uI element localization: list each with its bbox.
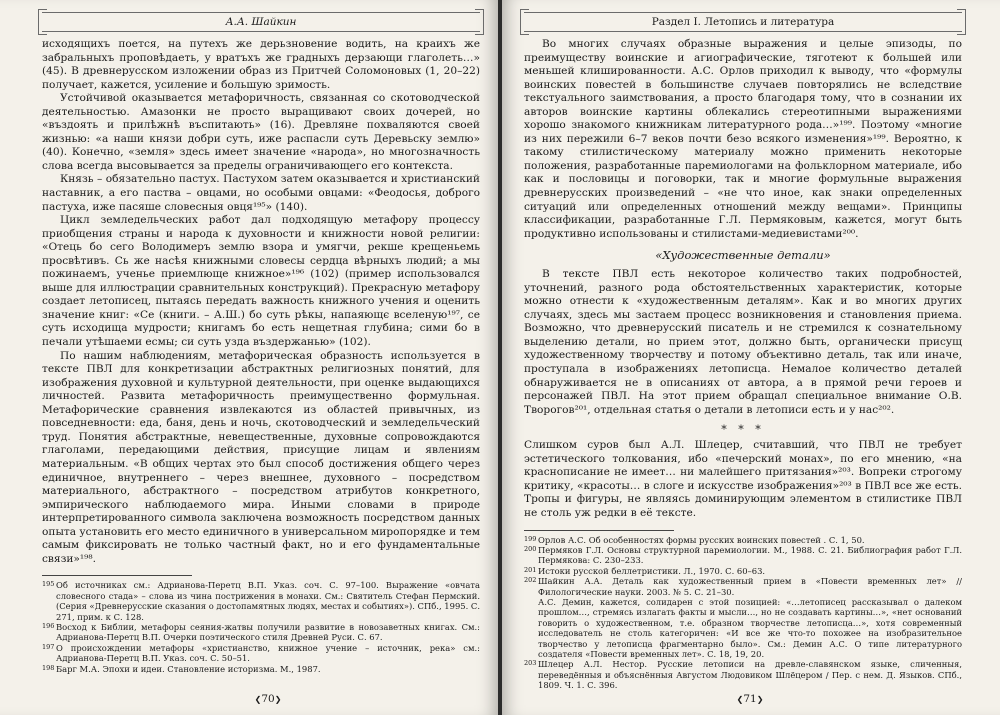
- footnote-text: Шлецер А.Л. Нестор. Русские летописи на древле-славянском языке, сличенныя, переведённыя и объяснённыя Августом Людовиком Шлёцером / Пер. с нем. Д. Языков. СПб., 1809. Ч. 1. С. 396.: [538, 659, 962, 691]
- footnotes-right: [524, 535, 962, 691]
- footnote-number: 202: [524, 576, 537, 585]
- paragraph: исходящихъ поется, на путехъ же дерьзновение водить, на краихъ же забральныхъ проповѣдаеть, у вратъхъ же градныхъ дерзающи глаголеть…» (45). В древнерусском изложении образ из Притчей Соломоновых (1, 20–22) получает, кажется, усиление и большую зримость.: [42, 38, 480, 91]
- paragraph: Князь – обязательно пастух. Пастухом затем оказывается и христианский наставник, а его паства – овцами, но особыми овцами: «Феодосья, доброго пастуха, иже пасяше словесныя овця¹⁹⁵» (140).: [42, 173, 480, 213]
- page-number: 70: [261, 693, 275, 705]
- footnote-number: 197: [42, 642, 55, 651]
- footnote: [524, 597, 962, 659]
- footnote: [42, 664, 480, 674]
- left-body: [42, 38, 480, 566]
- footnote-number: 198: [42, 663, 55, 672]
- page-number-left: [238, 693, 298, 705]
- footnote-text: Орлов А.С. Об особенностях формы русских воинских повестей . С. 1, 50.: [538, 534, 865, 545]
- footnote-rule: [42, 575, 192, 576]
- footnote-text: А.С. Демин, кажется, солидарен с этой позицией: «…летописец рассказывал о далеком прошлом…, стремясь излагать факты и мысли…, но не создавать картины…», «нет оснований говорить о художественном, т.е. образном творчестве летописца…», хотя современный исследователь не столь категоричен: «И все же что-то похожее на изобразительное творчество у летописца фрагментарно было». См.: Демин А.С. О типе литературного создателя «Повести временных лет». С. 18, 19, 20.: [538, 596, 962, 659]
- footnote: [524, 659, 962, 690]
- page-number-right: [720, 693, 780, 705]
- paragraph: Цикл земледельческих работ дал подходящую метафору процессу приобщения страны и народа к духовности и книжности новой религии: «Отець бо сего Володимеръ землю взора и умягчи, рекше крещеньемь просвѣтивъ. Сь же насѣя книжными словесы сердца вѣрныхъ людий; а мы пожинаемъ, ученье приемлюще книжное»¹⁹⁶ (102) (пример использовался выше для иллюстрации сравнительных конструкций). Прекрасную метафору создает летописец, пытаясь передать важность книжного учения и оценить значение книг: «Се (книги. – А.Ш.) бо суть рѣкы, напаяющє вселеную¹⁹⁷, се суть исходища мудрости; книгамъ бо есть нещетная глубина; сими бо в печали утѣшаеми есмы; си суть узда въздержанью» (102).: [42, 214, 480, 349]
- running-head-right: Раздел I. Летопись и литература: [524, 12, 962, 32]
- footnote-text: Барг М.А. Эпохи и идеи. Становление историзма. М., 1987.: [56, 663, 321, 674]
- folio-ornament-icon: ❯: [274, 695, 282, 704]
- footnote: [42, 643, 480, 664]
- footnote: [524, 545, 962, 566]
- footnote-text: Об источниках см.: Адрианова-Перетц В.П. Указ. соч. С. 97–100. Выражение «овчата словесного стада» – слова из чина пострижения в монахи. См.: Святитель Стефан Пермский. (Серия «Древнерусские сказания о достопамятных людях, местах и событиях»). СПб., 1995. С. 271, прим. к С. 128.: [56, 580, 480, 622]
- paragraph: По нашим наблюдениям, метафорическая образность используется в тексте ПВЛ для конкретизации абстрактных религиозных понятий, для изображения духовной и культурной деятельности, при оценке выдающихся личностей. Развита метафоричность преимущественно формульная. Метафорические сравнения извлекаются из областей привычных, из повседневности: еда, баня, день и ночь, скотоводческий и земледельческий труд. Понятия абстрактные, невещественные, духовные сопровождаются глаголами, передающими действия, присущие лицам и явлениям материальным. «В общих чертах это был способ достижения общего через единичное, внутреннего – через внешнее, духовного – посредством материального, абстрактного – посредством атрибутов конкретного, эмпирического наблюдаемого мира. Иными словами в природе интерпретированного символа заключена возможность посредством данных опыта установить его место единичного в универсальном миропорядке и тем самым фиксировать не только частный факт, но и его фундаментальные связи»¹⁹⁸.: [42, 349, 480, 565]
- footnote-text: О происхождении метафоры «христианство, книжное учение – источник, река» см.: Адрианова-Перетц В.П. Указ. соч. С. 50–51.: [56, 642, 480, 664]
- right-body: [524, 38, 962, 521]
- footnote: [524, 566, 962, 576]
- section-subheading: «Художественные детали»: [655, 248, 831, 263]
- footnote: [42, 622, 480, 643]
- footnote-number: 199: [524, 534, 537, 543]
- folio-ornament-icon: ❮: [254, 695, 262, 704]
- paragraph: В тексте ПВЛ есть некоторое количество таких подробностей, уточнений, разного рода обстоятельственных характеристик, которые можно отнести к «художественным деталям». Как и во многих других случаях, здесь мы застаем процесс возникновения и становления приема. Возможно, что древнерусский писатель и не стремился к сознательному выделению детали, но прием этот, должно быть, органически присущ художественному творчеству и потому объективно деталь, так или иначе, проступала в изображениях летописца. Немалое количество деталей обнаруживается не в описаниях от автора, а в прямой речи героев и персонажей ПВЛ. На этот прием обращал специальное внимание О.В. Творогов²⁰¹, отдельная статья о детали в летописи есть и у нас²⁰².: [524, 268, 962, 416]
- paragraph: Слишком суров был А.Л. Шлецер, считавший, что ПВЛ не требует эстетического толкования, ибо «печерский монах», по его мнению, «на краснописание не имеет… ни малейшего притязания»²⁰³. Вопреки строгому критику, «красоты… в слоге и искусстве изображения»²⁰³ в ПВЛ все же есть. Тропы и фигуры, не являясь доминирующим элементом в стилистике ПВЛ не столь уж редки в её тексте.: [524, 439, 962, 519]
- footnote-number: [524, 597, 538, 659]
- paragraph: Устойчивой оказывается метафоричность, связанная со скотоводческой деятельностью. Амазонки не просто выращивают своих дочерей, но «въздоять и прилѣжнѣ въспитають» (16). Древляне похваляются своей жизнью: «а наши князи добри суть, иже распасли суть Деревьску землю» (40). Конечно, «земля» здесь имеет значение «народа», но многозначность слова всегда высовывается за пределы ограничивающего его контекста.: [42, 92, 480, 172]
- paragraph: Во многих случаях образные выражения и целые эпизоды, по преимуществу воинские и агиографические, тяготеют к большей или меньшей клишированности. А.С. Орлов приходил к выводу, что «формулы воинских повестей в большинстве случаев повторялись не вследствие текстуального заимствования, а просто благодаря тому, что в сознании их авторов воинские картины облекались стереотипными выражениями хорошо знакомого книжникам литературного рода…»¹⁹⁹. Поэтому «многие из них пережили 6–7 веков почти безо всякого изменения»¹⁹⁹. Вероятно, к такому стилистическому материалу можно применить некоторые положения, разработанные паремиологами на фольклорном материале, ибо как и пословицы и поговорки, так и многие формульные выражения древнерусских произведений – «не что иное, как знаки определенных ситуаций или определенных отношений между вещами». Принципы классификации, разработанные Г.Л. Пермяковым, кажется, могут быть продуктивно использованы и стилистами-медиевистами²⁰⁰.: [524, 38, 962, 240]
- footnote: [42, 580, 480, 622]
- left-page: [0, 0, 498, 715]
- footnote-rule: [524, 530, 674, 531]
- section-break-stars: * * *: [721, 423, 765, 437]
- folio-ornament-icon: ❮: [736, 695, 744, 704]
- footnote-number: 196: [42, 621, 55, 630]
- folio-ornament-icon: ❯: [756, 695, 764, 704]
- footnote-text: Пермяков Г.Л. Основы структурной паремиологии. М., 1988. С. 21. Библиография работ Г.Л. Пермякова: С. 230–233.: [538, 544, 962, 566]
- page-number: 71: [743, 693, 757, 705]
- footnote-text: Шайкин А.А. Деталь как художественный прием в «Повести временных лет» // Филологические науки. 2003. № 5. С. 21–30.: [538, 576, 962, 597]
- running-head-left: А.А. Шайкин: [42, 12, 480, 32]
- footnote: [524, 535, 962, 545]
- footnote-number: 200: [524, 544, 537, 553]
- footnote-number: 195: [42, 580, 55, 589]
- footnote-number: 203: [524, 659, 537, 668]
- footnote-text: Истоки русской беллетристики. Л., 1970. С. 60–63.: [538, 565, 766, 576]
- right-page: [502, 0, 1000, 715]
- footnotes-left: [42, 580, 480, 674]
- footnote-number: 201: [524, 565, 537, 574]
- footnote: [524, 576, 962, 597]
- footnote-text: Восход к Библии, метафоры сеяния-жатвы получили развитие в новозаветных книгах. См.: Адрианова-Перетц В.П. Очерки поэтического стиля Древней Руси. С. 67.: [56, 621, 480, 643]
